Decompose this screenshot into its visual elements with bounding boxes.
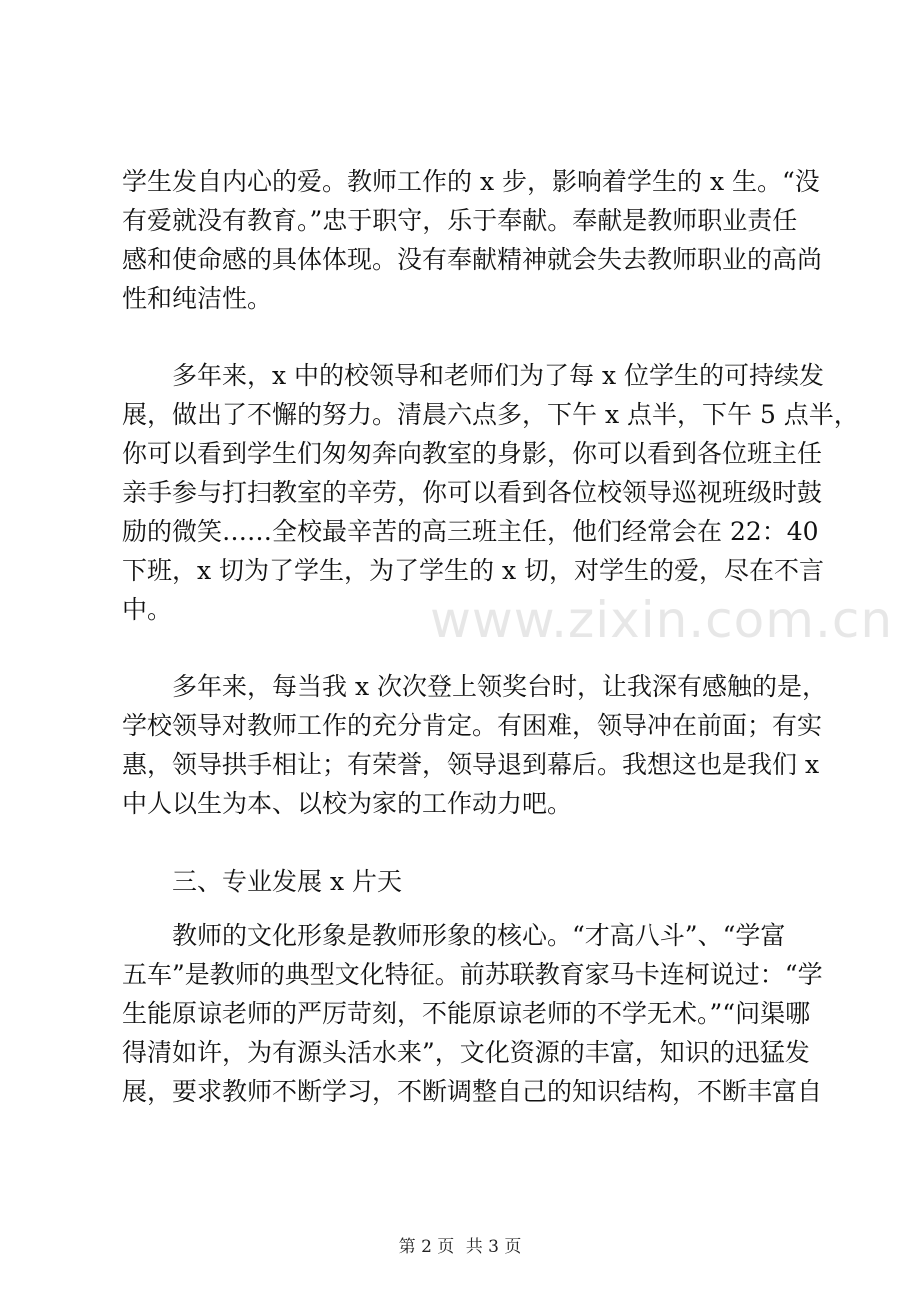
body-text-line: 学校领导对教师工作的充分肯定。有困难，领导冲在前面；有实 [122, 711, 823, 740]
watermark: www.zixin.com.cn [430, 591, 894, 649]
paragraph-first-line: 多年来，x 中的校领导和老师们为了每 x 位学生的可持续发 [172, 361, 825, 390]
body-text-line: 展，做出了不懈的努力。清晨六点多，下午 x 点半，下午 5 点半， [122, 400, 859, 429]
paragraph-first-line: 教师的文化形象是教师形象的核心。“才高八斗”、“学富 [172, 921, 786, 950]
body-text-line: 中。 [122, 595, 173, 624]
body-text-line: 励的微笑……全校最辛苦的高三班主任，他们经常会在 22：40 [122, 517, 819, 546]
paragraph-first-line: 多年来，每当我 x 次次登上领奖台时，让我深有感触的是， [172, 672, 827, 701]
body-text-line: 感和使命感的具体体现。没有奉献精神就会失去教师职业的高尚 [122, 245, 823, 274]
body-text-line: 学生发自内心的爱。教师工作的 x 步，影响着学生的 x 生。“没 [122, 167, 820, 196]
section-heading: 三、专业发展 x 片天 [172, 867, 402, 896]
page-total: 共 3 页 [465, 1237, 522, 1257]
body-text-line: 亲手参与打扫教室的辛劳，你可以看到各位校领导巡视班级时鼓 [122, 478, 823, 507]
body-text-line: 性和纯洁性。 [122, 284, 273, 313]
body-text-line: 惠，领导拱手相让；有荣誉，领导退到幕后。我想这也是我们 x [122, 750, 820, 779]
body-text-line: 五车”是教师的典型文化特征。前苏联教育家马卡连柯说过：“学 [122, 960, 823, 989]
body-text-line: 中人以生为本、以校为家的工作动力吧。 [122, 789, 573, 818]
page-number: 第 2 页 [398, 1237, 455, 1257]
body-text-line: 展，要求教师不断学习，不断调整自己的知识结构，不断丰富自 [122, 1077, 823, 1106]
body-text-line: 生能原谅老师的严厉苛刻，不能原谅老师的不学无术。”“问渠哪 [122, 999, 811, 1028]
body-text-line: 下班，x 切为了学生，为了学生的 x 切，对学生的爱，尽在不言 [122, 556, 825, 585]
body-text-line: 得清如许，为有源头活水来”，文化资源的丰富，知识的迅猛发 [122, 1038, 810, 1067]
body-text-line: 有爱就没有教育。”忠于职守，乐于奉献。奉献是教师职业责任 [122, 206, 798, 235]
body-text-line: 你可以看到学生们匆匆奔向教室的身影，你可以看到各位班主任 [122, 439, 823, 468]
page-footer [0, 1232, 920, 1262]
